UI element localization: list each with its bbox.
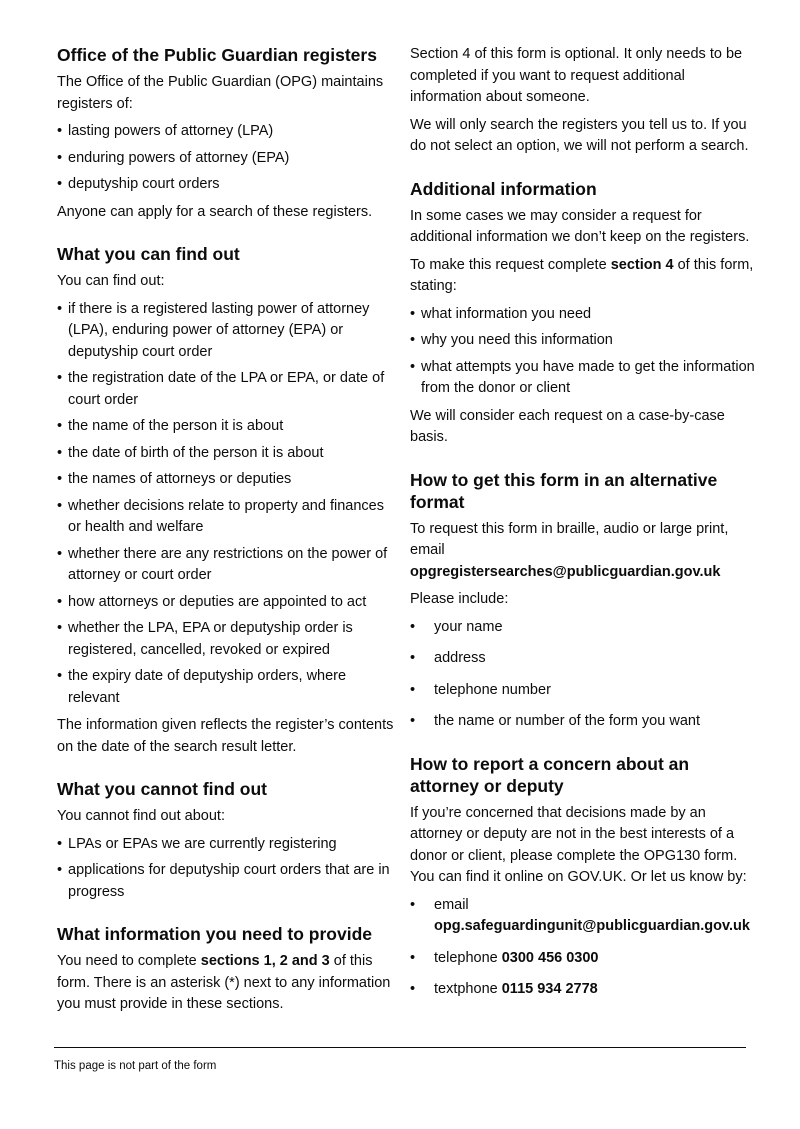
bullet: •	[410, 305, 416, 322]
contact-telephone-number: 0300 456 0300	[501, 949, 599, 966]
right-column	[410, 44, 755, 1021]
section-alt-format	[410, 469, 755, 733]
section-provide	[57, 923, 397, 1016]
bullet: •	[410, 981, 416, 997]
bullet: •	[57, 862, 63, 878]
footer-note: This page is not part of the form	[54, 1060, 217, 1072]
list-item: • the registration date of the LPA or EPA, or date of court order	[57, 370, 385, 408]
list-item: • whether the LPA, EPA or deputyship order is registered, cancelled, revoked or expired	[57, 620, 353, 658]
heading-concern: How to report a concern about an attorney or deputy	[410, 753, 690, 796]
heading-registers: Office of the Public Guardian registers	[57, 45, 377, 65]
list-item: • what attempts you have made to get the information from the donor or client	[410, 358, 755, 396]
alt-format-include: Please include:	[410, 591, 509, 607]
bullet: •	[57, 444, 63, 461]
list-item: • enduring powers of attorney (EPA)	[57, 148, 397, 170]
section-registers	[57, 44, 397, 223]
heading-cannot-find: What you cannot find out	[57, 779, 267, 799]
bullet: •	[410, 681, 416, 698]
cannot-find-intro: You cannot find out about:	[57, 808, 225, 824]
registers-intro: The Office of the Public Guardian (OPG) maintains registers of:	[57, 74, 384, 112]
bullet: •	[57, 620, 63, 636]
additional-list	[410, 304, 755, 400]
bullet: •	[410, 358, 416, 375]
list-item: • LPAs or EPAs we are currently registering	[57, 834, 397, 856]
list-item: • applications for deputyship court orders that are in progress	[57, 862, 390, 900]
list-item: • why you need this information	[410, 330, 755, 352]
registers-list	[57, 121, 397, 196]
section-concern	[410, 753, 755, 1001]
bullet: •	[57, 497, 63, 514]
list-item: • whether there are any restrictions on the power of attorney or court order	[57, 545, 388, 583]
bullet: •	[410, 896, 416, 913]
bullet: •	[57, 593, 63, 610]
additional-p1: In some cases we may consider a request for additional information we don’t keep on the registers.	[410, 207, 750, 245]
list-item	[410, 979, 755, 1001]
list-item: • how attorneys or deputies are appointed to act	[57, 592, 397, 614]
bullet: •	[57, 300, 63, 317]
list-item: • lasting powers of attorney (LPA)	[57, 121, 397, 143]
bullet: •	[57, 176, 63, 192]
list-item: • the name of the person it is about	[57, 416, 397, 438]
list-item: • the date of birth of the person it is about	[57, 443, 397, 465]
bullet: •	[57, 418, 63, 434]
contact-telephone-label: telephone	[434, 949, 502, 966]
list-item: • address	[410, 648, 755, 670]
contact-textphone-number: 0115 934 2778	[501, 981, 598, 997]
left-column	[57, 44, 397, 1036]
can-find-list	[57, 299, 397, 710]
bullet: •	[410, 949, 416, 966]
bullet: •	[410, 713, 416, 729]
contact-email-label: email	[434, 896, 469, 913]
concern-p1: If you’re concerned that decisions made by an attorney or deputy are not in the best interests of a donor or client, please complete the OPG130 form. You can find it online on GOV.UK. Or let us know by:	[410, 804, 747, 885]
list-item: • deputyship court orders	[57, 174, 397, 196]
list-item	[410, 948, 755, 970]
list-item: • whether decisions relate to property and finances or health and welfare	[57, 497, 384, 535]
bullet: •	[57, 149, 63, 166]
list-item: • your name	[410, 617, 755, 639]
contact-textphone-label: textphone	[434, 981, 502, 997]
provide-text: You need to complete sections 1, 2 and 3 of this form. There is an asterisk (*) next to any information you must provide in these sections.	[57, 953, 391, 1012]
alt-format-email-link[interactable]: opgregistersearches@publicguardian.gov.uk	[410, 563, 721, 580]
section-cannot-find	[57, 778, 397, 903]
heading-can-find: What you can find out	[57, 244, 240, 264]
footer-divider	[54, 1047, 746, 1048]
list-item: • if there is a registered lasting power of attorney (LPA), enduring power of attorney (EPA) or deputyship court order	[57, 300, 370, 360]
list-item: • the name or number of the form you want	[410, 711, 755, 733]
bullet: •	[57, 471, 63, 487]
additional-outro: We will consider each request on a case-by-case basis.	[410, 407, 725, 445]
optional-p2: We will only search the registers you tell us to. If you do not select an option, we will not perform a search.	[410, 116, 749, 154]
section-additional	[410, 178, 755, 449]
bullet: •	[410, 650, 416, 666]
list-item: • what information you need	[410, 304, 755, 326]
bullet: •	[410, 332, 416, 348]
list-item: • telephone number	[410, 680, 755, 702]
bullet: •	[57, 835, 63, 852]
registers-outro: Anyone can apply for a search of these registers.	[57, 203, 373, 220]
bullet: •	[57, 123, 63, 139]
cannot-find-list	[57, 834, 397, 904]
list-item: • the expiry date of deputyship orders, where relevant	[57, 668, 347, 706]
list-item	[410, 895, 755, 938]
concern-contact-list	[410, 895, 755, 1001]
heading-provide: What information you need to provide	[57, 924, 372, 944]
alt-format-p1: To request this form in braille, audio or large print, email opgregistersearches@publicguardian.gov.uk	[410, 520, 729, 580]
bullet: •	[57, 668, 63, 684]
alt-format-list	[410, 617, 755, 733]
bullet: •	[57, 370, 63, 386]
optional-p1: Section 4 of this form is optional. It only needs to be completed if you want to request additional information about someone.	[410, 46, 743, 105]
heading-additional: Additional information	[410, 178, 597, 199]
contact-email-link[interactable]: opg.safeguardingunit@publicguardian.gov.uk	[434, 918, 750, 934]
list-item: • the names of attorneys or deputies	[57, 469, 397, 491]
bullet: •	[410, 618, 416, 635]
heading-alt-format: How to get this form in an alternative format	[410, 469, 718, 512]
bullet: •	[57, 545, 63, 562]
additional-p2: To make this request complete section 4 of this form, stating:	[410, 256, 754, 294]
can-find-outro: The information given reflects the register’s contents on the date of the search result letter.	[57, 717, 394, 755]
section-optional	[410, 44, 755, 158]
section-can-find	[57, 243, 397, 758]
can-find-intro: You can find out:	[57, 273, 165, 289]
